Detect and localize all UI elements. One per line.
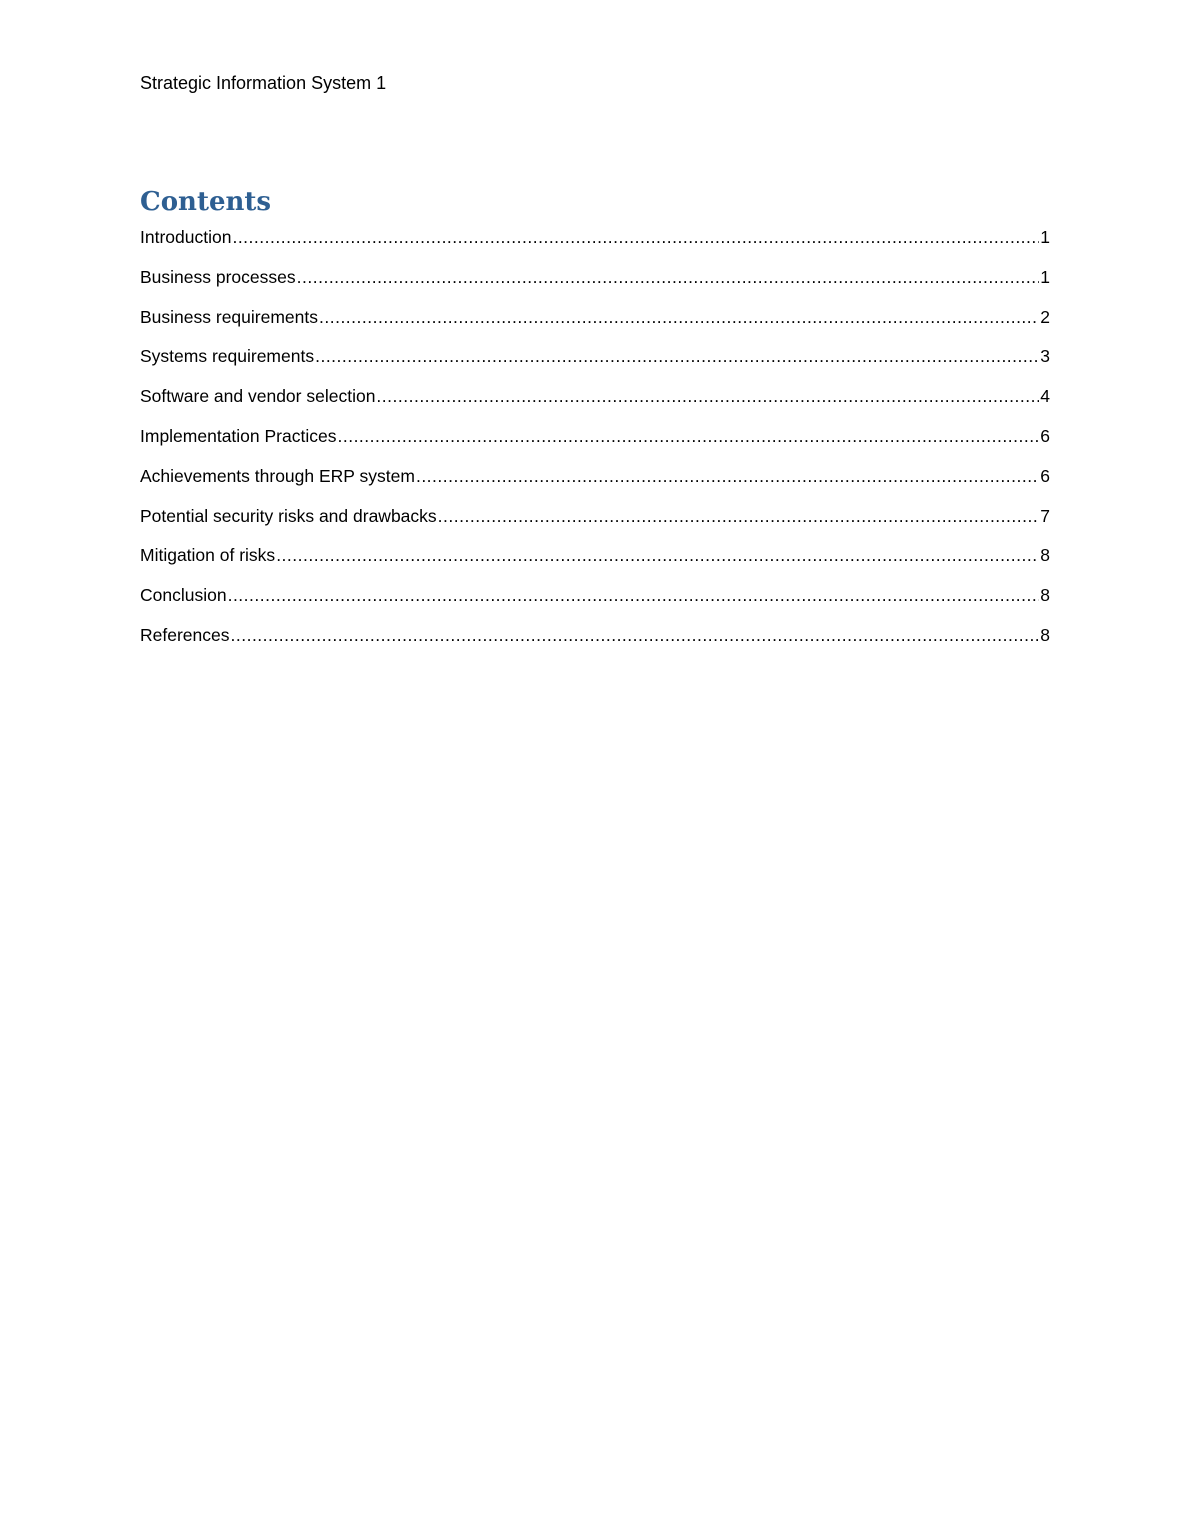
toc-entry-business-requirements[interactable] xyxy=(140,305,1050,345)
toc-entry-label: Potential security risks and drawbacks xyxy=(140,505,437,526)
toc-entry-label: Business processes xyxy=(140,266,296,287)
toc-entry-page-number: 4 xyxy=(1040,386,1050,407)
toc-entry-page-number: 1 xyxy=(1040,266,1050,287)
table-of-contents xyxy=(140,225,1050,663)
dot-leader xyxy=(416,464,1039,488)
toc-heading: Contents xyxy=(140,187,272,217)
toc-entry-software-vendor-selection[interactable] xyxy=(140,384,1050,424)
toc-entry-label: Business requirements xyxy=(140,306,318,327)
toc-entry-label: Introduction xyxy=(140,227,232,247)
dot-leader xyxy=(232,225,1039,249)
toc-entry-page-number: 8 xyxy=(1040,585,1050,606)
dot-leader xyxy=(337,424,1039,448)
toc-entry-label: Implementation Practices xyxy=(140,425,337,446)
toc-entry-conclusion[interactable] xyxy=(140,583,1050,623)
dot-leader xyxy=(376,384,1039,408)
toc-entry-systems-requirements[interactable] xyxy=(140,344,1050,384)
toc-entry-references[interactable] xyxy=(140,623,1050,663)
toc-entry-achievements-erp[interactable] xyxy=(140,464,1050,504)
toc-entry-label: Achievements through ERP system xyxy=(140,465,415,486)
dot-leader xyxy=(438,504,1040,528)
toc-entry-page-number: 7 xyxy=(1040,505,1050,526)
toc-entry-label: Software and vendor selection xyxy=(140,386,376,407)
dot-leader xyxy=(297,265,1040,289)
toc-entry-mitigation-of-risks[interactable] xyxy=(140,543,1050,583)
toc-entry-page-number: 8 xyxy=(1040,545,1050,566)
dot-leader xyxy=(231,623,1040,647)
toc-entry-page-number: 6 xyxy=(1040,425,1050,446)
toc-entry-page-number: 1 xyxy=(1040,227,1050,247)
toc-entry-label: References xyxy=(140,624,230,645)
toc-entry-label: Mitigation of risks xyxy=(140,545,276,566)
dot-leader xyxy=(228,583,1040,607)
dot-leader xyxy=(319,305,1039,329)
dot-leader xyxy=(315,344,1039,368)
toc-entry-page-number: 8 xyxy=(1040,624,1050,645)
toc-entry-label: Conclusion xyxy=(140,585,227,606)
toc-entry-business-processes[interactable] xyxy=(140,265,1050,305)
toc-entry-page-number: 3 xyxy=(1040,346,1050,367)
toc-entry-introduction[interactable] xyxy=(140,225,1050,265)
toc-entry-label: Systems requirements xyxy=(140,346,315,367)
toc-entry-implementation-practices[interactable] xyxy=(140,424,1050,464)
running-header: Strategic Information System 1 xyxy=(140,73,387,93)
dot-leader xyxy=(276,543,1039,567)
toc-entry-page-number: 2 xyxy=(1040,306,1050,327)
toc-entry-security-risks[interactable] xyxy=(140,504,1050,544)
toc-entry-page-number: 6 xyxy=(1040,465,1050,486)
